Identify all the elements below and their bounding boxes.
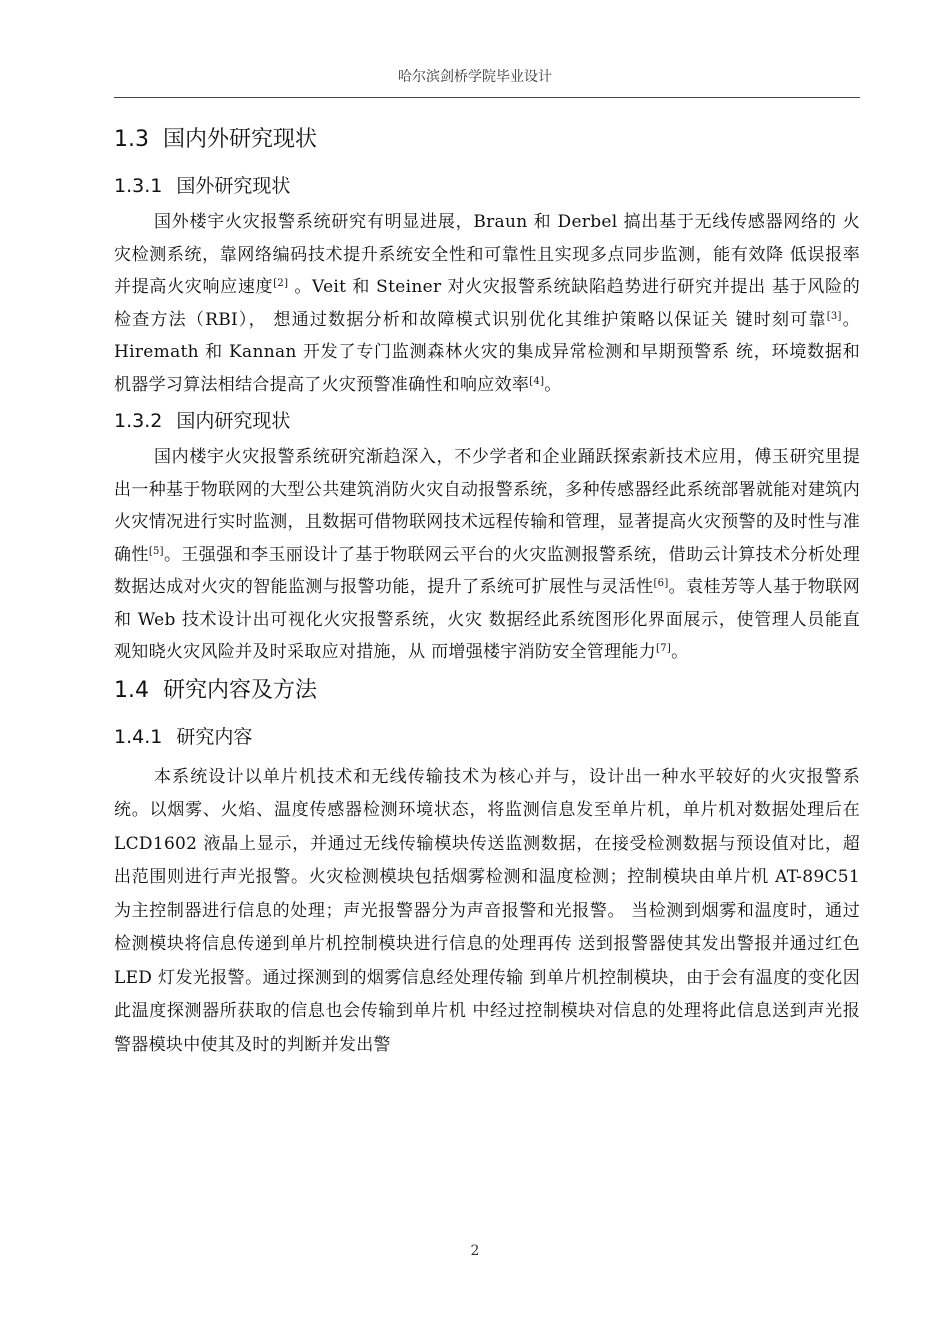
- subsection-title: 国内研究现状: [176, 410, 291, 432]
- subsection-number: 1.3.2: [114, 410, 163, 432]
- text-run: 。袁桂芳等人基于物联网和 Web 技术设计出可视化火灾报警系统，火灾 数据经此系统图形化界面展示，使管理人员能直观知晓火灾风险并及时采取应对措施，从 而增强楼宇消防安全管理能力: [114, 577, 860, 662]
- page-header: 哈尔滨剑桥学院毕业设计: [398, 69, 552, 85]
- text-run: 国内楼宇火灾报警系统研究渐趋深入，不少学者和企业踊跃探索新技术应用，傅玉研究里提出一种基于物联网的大型公共建筑消防火灾自动报警系统，多种传感器经此系统部署就能对建筑内火灾情况进行实时监测，且数据可借物联网技术远程传输和管理，显著提高火灾预警的及时性与准确性: [114, 447, 860, 565]
- section-number: 1.4: [114, 677, 149, 703]
- section-title: 研究内容及方法: [163, 677, 318, 703]
- text-run: 。Hiremath 和 Kannan 开发了专门监测森林火灾的集成异常检测和早期预警系 统，环境数据和机器学习算法相结合提高了火灾预警准确性和响应效率: [114, 309, 860, 395]
- section-number: 1.3: [114, 127, 149, 152]
- citation: [3]: [826, 310, 842, 322]
- paragraph-research-content: 本系统设计以单片机技术和无线传输技术为核心并与，设计出一种水平较好的火灾报警系统。以烟雾、火焰、温度传感器检测环境状态，将监测信息发至单片机，单片机对数据处理后在 LCD1602 液晶上显示，并通过无线传输模块传送监测数据，在接受检测数据与预设值对比，超出范围则进行声光报警。火灾检测模块包括烟雾检测和温度检测；控制模块由单片机 AT-89C51 为主控制器进行信息的处理；声光报警器分为声音报警和光报警。 当检测到烟雾和温度时，通过检测模块将信息传递到单片机控制模块进行信息的处理再传 送到报警器使其发出警报并通过红色 LED 灯发光报警。通过探测到的烟雾信息经处理传输 到单片机控制模块，由于会有温度的变化因此温度探测器所获取的信息也会传输到单片机 中经过控制模块对信息的处理将此信息送到声光报警器模块中使其及时的判断并发出警: [114, 766, 860, 1055]
- text-run: 。Veit 和 Steiner 对火灾报警系统缺陷趋势进行研究并提出 基于风险的检查方法（RBI）， 想通过数据分析和故障模式识别优化其维护策略以保证关 键时刻可靠: [114, 277, 860, 330]
- page-body: [114, 118, 860, 1062]
- text-run: 。: [671, 642, 689, 662]
- subsection-heading-1-4-1: [114, 717, 860, 757]
- citation: [7]: [656, 643, 672, 654]
- section-title: 国内外研究现状: [163, 127, 318, 152]
- citation: [5]: [148, 545, 164, 557]
- citation: [6]: [653, 578, 669, 589]
- citation: [2]: [273, 278, 289, 289]
- text-run: 。王强强和李玉丽设计了基于物联网云平台的火灾监测报警系统，借助云计算技术分析处理数据达成对火灾的智能监测与报警功能，提升了系统可扩展性与灵活性: [114, 544, 860, 597]
- page-number: 2: [470, 1243, 480, 1259]
- section-heading-1-4: [114, 669, 860, 713]
- text-run: 国外楼宇火灾报警系统研究有明显进展，Braun 和 Derbel 搞出基于无线传感器网络的 火灾检测系统，靠网络编码技术提升系统安全性和可靠性且实现多点同步监测，能有效降 低误报率并提高火灾响应速度: [114, 212, 860, 297]
- paragraph-foreign-research: [114, 206, 860, 401]
- header-rule: [114, 97, 860, 98]
- text-run: 。: [544, 374, 562, 395]
- subsection-heading-1-3-2: [114, 401, 860, 441]
- subsection-title: 国外研究现状: [176, 175, 291, 197]
- citation: [4]: [529, 375, 545, 387]
- subsection-heading-1-3-1: [114, 166, 860, 206]
- subsection-number: 1.3.1: [114, 175, 163, 197]
- subsection-title: 研究内容: [176, 725, 253, 748]
- subsection-number: 1.4.1: [114, 725, 163, 748]
- paragraph-domestic-research: [114, 441, 860, 669]
- section-heading-1-3: [114, 118, 860, 162]
